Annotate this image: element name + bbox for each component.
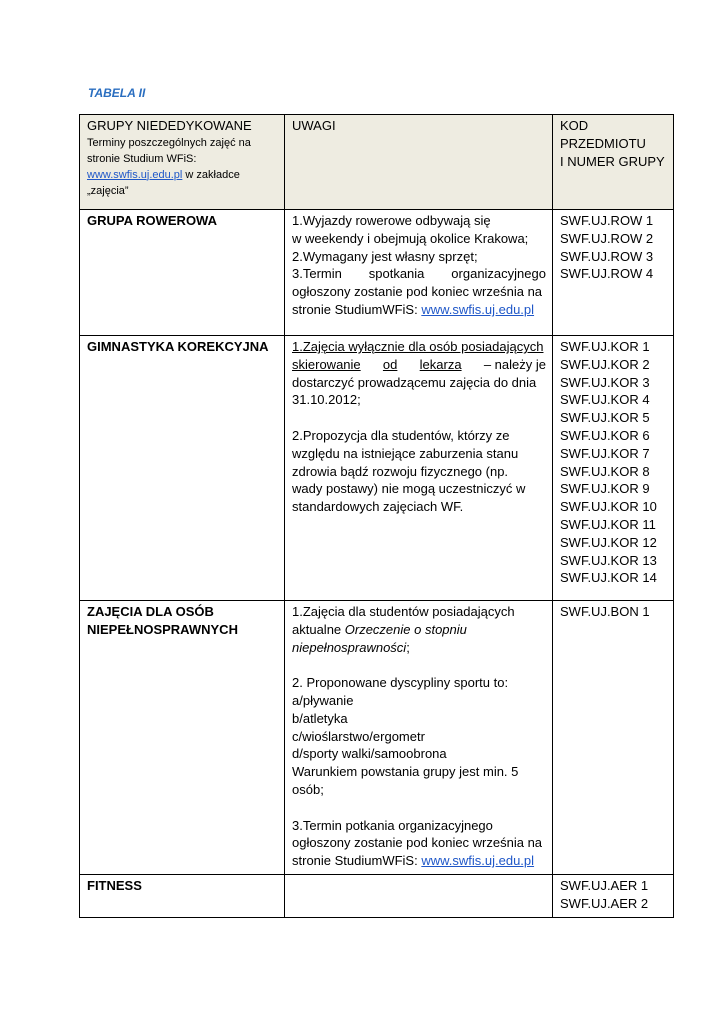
note-line: zdrowia bądź rozwoju fizycznego (np. [292,463,509,479]
note-line: d/sporty walki/samoobrona [292,746,447,762]
group-code: SWF.UJ.ROW 3 [560,248,654,264]
table-row-korekcyjna [80,336,674,601]
note-line: 1.Zajęcia dla studentów posiadających [292,604,515,619]
group-code: SWF.UJ.AER 1 [560,877,649,893]
codes-cell [553,874,674,917]
group-code: SWF.UJ.KOR 5 [560,410,650,426]
group-code: SWF.UJ.KOR 8 [560,463,650,479]
notes-cell [285,210,553,336]
note-line: niepełnosprawności; [292,639,410,655]
note-line: stronie StudiumWFiS: www.swfis.uj.edu.pl [292,853,535,869]
note-line: standardowych zajęciach WF. [292,499,464,515]
notes-cell [285,336,553,601]
group-name-cell [80,210,285,336]
note-line: w weekendy i obejmują okolice Krakowa; [292,230,529,246]
note-line: skierowanie od lekarza – należy je [292,356,546,372]
codes-cell [553,210,674,336]
group-name: NIEPEŁNOSPRAWNYCH [87,621,238,637]
header-notes-cell [285,115,553,210]
group-code: SWF.UJ.KOR 4 [560,392,650,408]
group-code: SWF.UJ.ROW 2 [560,230,654,246]
note-line: 2.Propozycja dla studentów, którzy ze [292,427,510,443]
header-code-line-2: PRZEDMIOTU [560,135,646,151]
note-line: c/wioślarstwo/ergometr [292,728,425,744]
group-name: FITNESS [87,877,142,893]
groups-table [79,114,674,918]
codes-cell [553,601,674,875]
table-header-row [80,115,674,210]
header-code-line-1: KOD [560,118,589,133]
group-code: SWF.UJ.KOR 11 [560,516,656,532]
group-code: SWF.UJ.KOR 12 [560,534,657,550]
note-line: 3.Termin spotkania organizacyjnego [292,266,546,282]
group-name: GRUPA ROWEROWA [87,213,217,228]
group-code: SWF.UJ.KOR 14 [560,570,657,586]
notes-cell [285,874,553,917]
group-code: SWF.UJ.KOR 3 [560,374,650,390]
group-code: SWF.UJ.ROW 1 [560,213,654,228]
note-line: 2.Wymagany jest własny sprzęt; [292,248,478,264]
table-row-fitness [80,874,674,917]
group-code: SWF.UJ.KOR 13 [560,552,657,568]
note-line: ogłoszony zostanie pod koniec września na [292,284,543,300]
header-groups-title: GRUPY NIEDEDYKOWANE [87,118,252,133]
group-name-cell [80,601,285,875]
group-code: SWF.UJ.KOR 1 [560,339,650,354]
note-line: Warunkiem powstania grupy jest min. 5 [292,764,519,780]
group-code: SWF.UJ.AER 2 [560,895,649,911]
note-line: ogłoszony zostanie pod koniec września na [292,835,543,851]
table-row-rowerowa [80,210,674,336]
note-line: 1.Zajęcia wyłącznie dla osób posiadających [292,339,544,354]
group-code: SWF.UJ.KOR 9 [560,481,650,497]
note-line: stronie StudiumWFiS: www.swfis.uj.edu.pl [292,301,535,317]
group-code: SWF.UJ.KOR 10 [560,499,657,515]
group-code: SWF.UJ.KOR 7 [560,445,650,461]
note-line: 31.10.2012; [292,392,361,408]
note-line: wady postawy) nie mogą uczestniczyć w [292,481,526,497]
notes-cell [285,601,553,875]
note-line: osób; [292,781,324,797]
header-groups-sub-4: „zajęcia” [87,184,129,197]
note-line: dostarczyć prowadzącemu zajęcia do dnia [292,374,537,390]
header-groups-sub-2: stronie Studium WFiS: [87,152,197,165]
codes-cell [553,336,674,601]
group-code: SWF.UJ.KOR 6 [560,427,650,443]
group-name: ZAJĘCIA DLA OSÓB [87,604,214,619]
group-name-cell [80,336,285,601]
note-line: względu na istniejące zaburzenia stanu [292,445,519,461]
note-line: aktualne Orzeczenie o stopniu [292,621,467,637]
group-name-cell [80,874,285,917]
swfis-link[interactable]: www.swfis.uj.edu.pl [421,853,535,869]
table-row-niepelnosprawni [80,601,674,875]
group-code: SWF.UJ.ROW 4 [560,266,654,282]
header-groups-sub-3: www.swfis.uj.edu.pl w zakładce [87,168,240,181]
group-code: SWF.UJ.BON 1 [560,604,650,619]
swfis-link[interactable]: www.swfis.uj.edu.pl [421,301,535,317]
header-groups-cell [80,115,285,210]
note-line: b/atletyka [292,710,348,726]
note-line: a/pływanie [292,692,354,708]
table-label: TABELA II [88,86,146,100]
header-code-line-3: I NUMER GRUPY [560,153,665,169]
header-swfis-link[interactable]: www.swfis.uj.edu.pl [87,168,183,181]
note-line: 3.Termin potkania organizacyjnego [292,817,493,833]
group-code: SWF.UJ.KOR 2 [560,356,650,372]
header-groups-sub-1: Terminy poszczególnych zajęć na [87,136,251,149]
header-code-cell [553,115,674,210]
note-line: 2. Proponowane dyscypliny sportu to: [292,675,509,691]
header-notes-title: UWAGI [292,118,336,133]
note-line: 1.Wyjazdy rowerowe odbywają się [292,213,491,228]
group-name: GIMNASTYKA KOREKCYJNA [87,339,269,354]
